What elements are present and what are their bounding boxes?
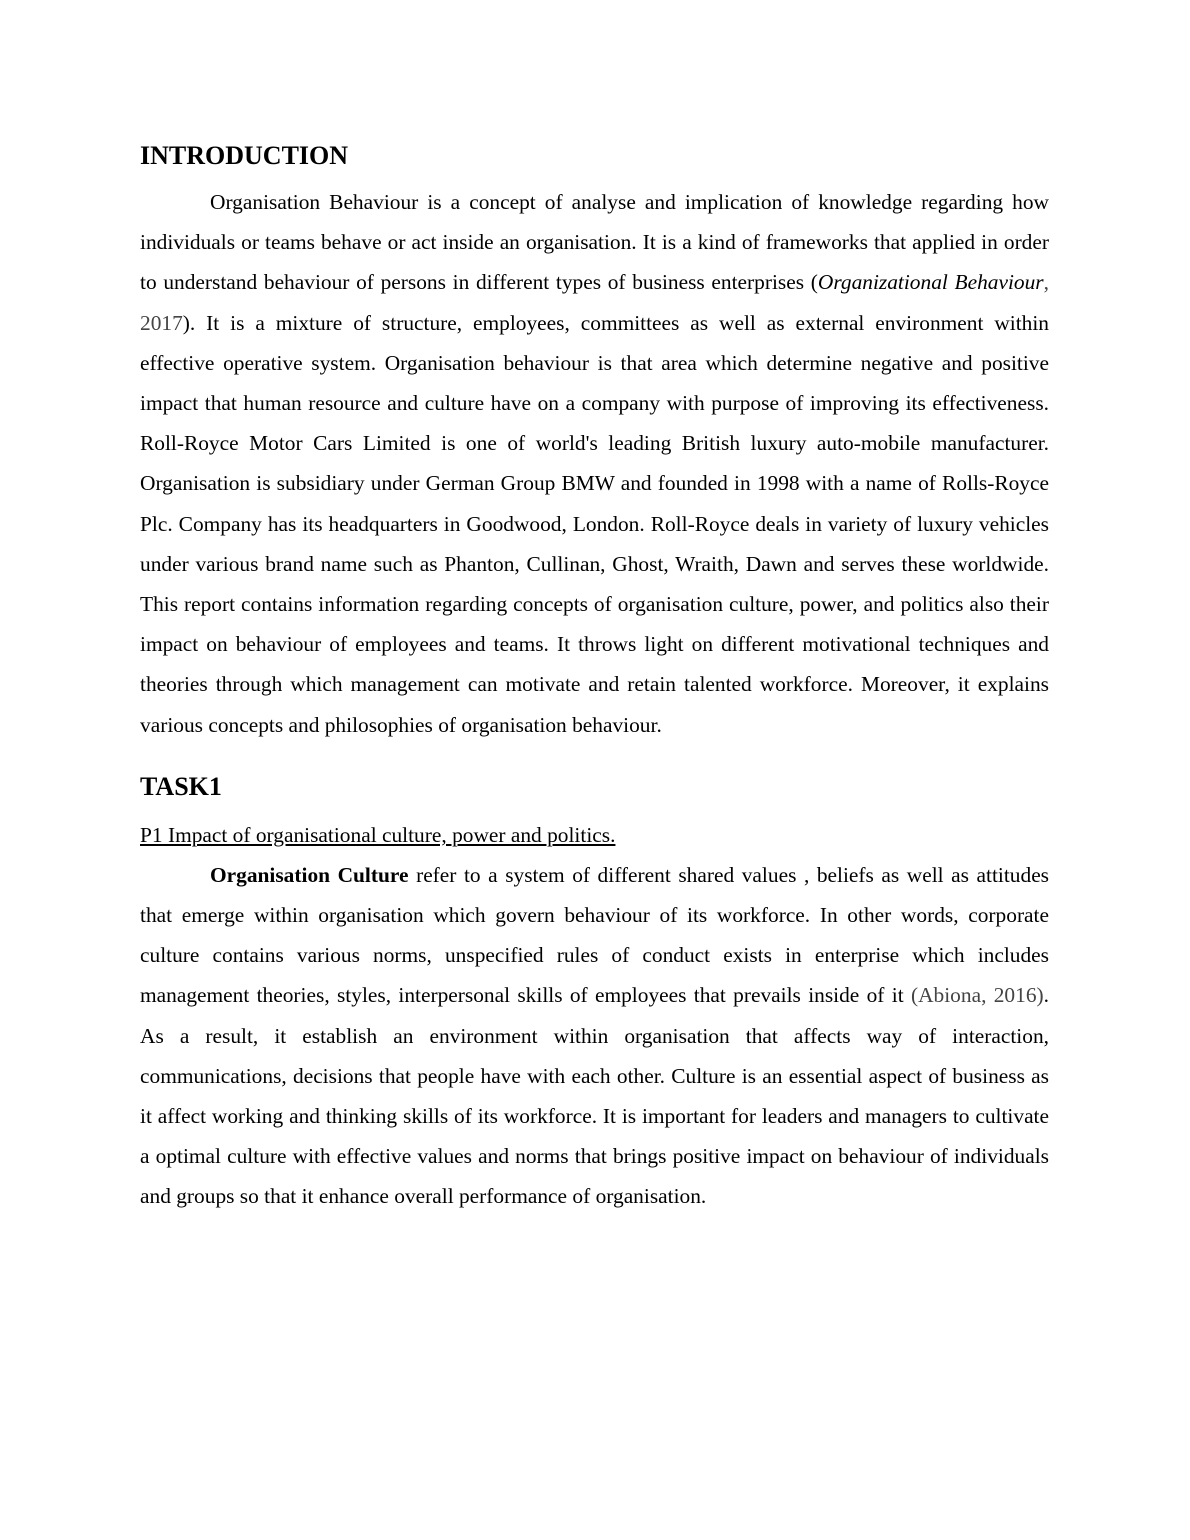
p1-subheading: P1 Impact of organisational culture, power and politics. [140,822,616,847]
citation-year: , 2017 [140,270,1049,335]
culture-text-start: refer to a system of different shared values , beliefs as well as attitudes that emerge within organisation which govern behaviour of its workforce. In other words, corporate culture contains various norms, unspecified rules of conduct exists in enterprise which includes management theories, styles, interpersonal skills of employees that prevails inside of it [140,862,1050,1008]
culture-citation: (Abiona, 2016) [910,983,1044,1008]
introduction-text-end: ). It is a mixture of structure, employees, committees as well as external environment within effective operative system. Organisation behaviour is that area which determine negative and positive impact that human resource and culture have on a company with purpose of improving its effectiveness. Roll-Royce Motor Cars Limited is one of world's leading British luxury auto-mobile manufacturer. Organisation is subsidiary under German Group BMW and founded in 1998 with a name of Rolls-Royce Plc. Company has its headquarters in Goodwood, London. Roll-Royce deals in variety of luxury vehicles under various brand name such as Phanton, Cullinan, Ghost, Wraith, Dawn and serves these worldwide. This report contains information regarding concepts of organisation culture, power, and politics also their impact on behaviour of employees and teams. It throws light on different motivational techniques and theories through which management can motivate and retain talented workforce. Moreover, it explains various concepts and philosophies of organisation behaviour. [140,310,1049,737]
culture-paragraph [140,855,1049,1217]
introduction-text-start: Organisation Behaviour is a concept of analyse and implication of knowledge regarding how individuals or teams behave or act inside an organisation. It is a kind of frameworks that applied in order to understand behaviour of persons in different types of business enterprises ( [140,190,1049,295]
citation-title: Organizational Behaviour [817,270,1044,295]
culture-term: Organisation Culture [210,862,409,887]
introduction-heading: INTRODUCTION [140,141,349,170]
document-page [140,138,1049,1217]
introduction-paragraph [140,182,1049,745]
task1-heading: TASK1 [140,771,222,801]
culture-text-end: . As a result, it establish an environment within organisation that affects way of interaction, communications, decisions that people have with each other. Culture is an essential aspect of business as it affect working and thinking skills of its workforce. It is important for leaders and managers to cultivate a optimal culture with effective values and norms that brings positive impact on behaviour of individuals and groups so that it enhance overall performance of organisation. [140,983,1049,1209]
